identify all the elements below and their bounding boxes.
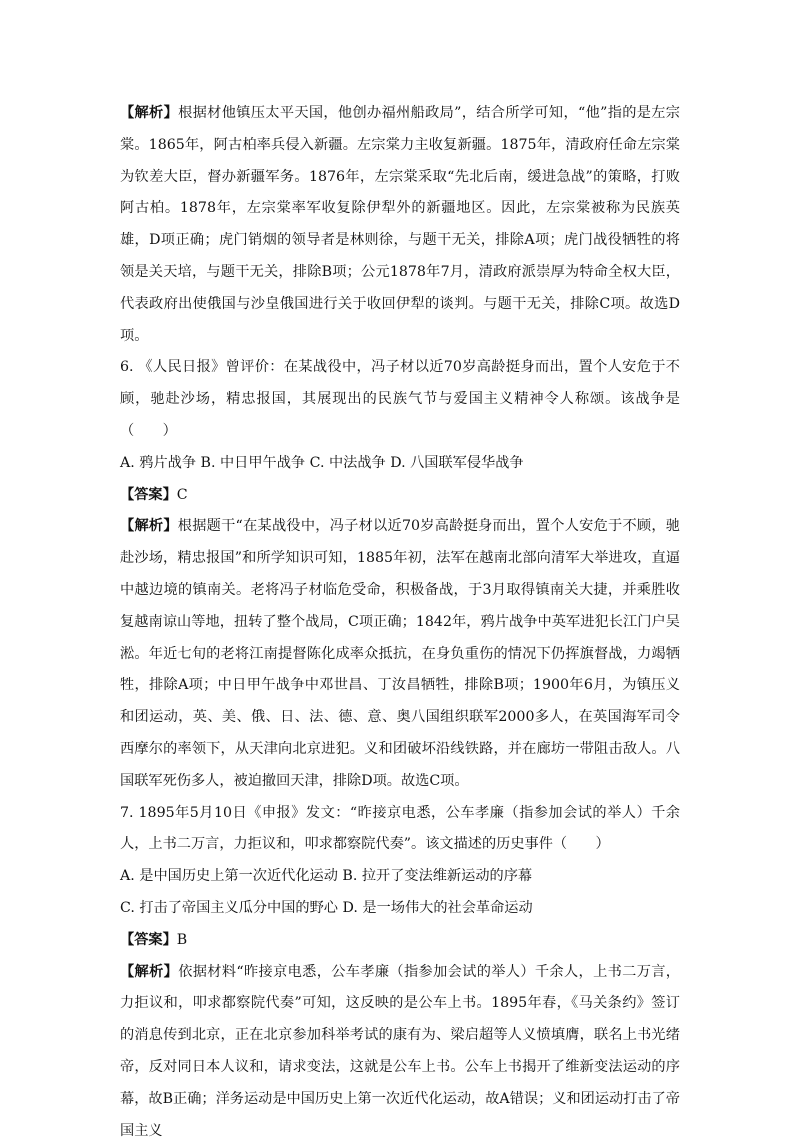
analysis-q5 (120, 98, 680, 352)
analysis-q7 (120, 957, 680, 1147)
analysis-q6 (120, 511, 680, 797)
analysis-text: 依据材料“昨接京电悉，公车孝廉（指参加会试的举人）千余人，上书二万言，力拒议和，叩求都察院代奏”可知，这反映的是公车上书。1895年春，《马关条约》签订的消息传到北京，正在北京参加科举考试的康有为、梁启超等人义愤填膺，联名上书光绪帝，反对同日本人议和，请求变法，这就是公车上书。公车上书揭开了维新变法运动的序幕，故B正确；洋务运动是中国历史上第一次近代化运动，故A错误；义和团运动打击了帝国主义 (120, 963, 680, 1139)
answer-tag: 【答案】 (120, 931, 177, 948)
page-content (120, 98, 680, 1147)
answer-q7 (120, 925, 680, 957)
question-7-options-cd: C. 打击了帝国主义瓜分中国的野心 D. 是一场伟大的社会革命运动 (120, 899, 533, 916)
analysis-tag: 【解析】 (120, 518, 178, 535)
question-7-options-ab: A. 是中国历史上第一次近代化运动 B. 拉开了变法维新运动的序幕 (120, 868, 533, 885)
question-6: 6. 《人民日报》曾评价：在某战役中，冯子材以近70岁高龄挺身而出，置个人安危于不顾，驰赴沙场，精忠报国，其展现出的民族气节与爱国主义精神令人称颂。该战争是（ ） (120, 359, 680, 439)
answer-value: B (176, 931, 188, 948)
analysis-text: 根据材他镇压太平天国，他创办福州船政局”，结合所学可知，“他”指的是左宗棠。1865年，阿古柏率兵侵入新疆。左宗棠力主收复新疆。1875年，清政府任命左宗棠为钦差大臣，督办新疆军务。1876年，左宗棠采取“先北后南，缓进急战”的策略，打败阿古柏。1878年，左宗棠率军收复除伊犁外的新疆地区。因此，左宗棠被称为民族英雄，D项正确；虎门销烟的领导者是林则徐，与题干无关，排除A项；虎门战役牺牲的将领是关天培，与题干无关，排除B项；公元1878年7月，清政府派崇厚为特命全权大臣，代表政府出使俄国与沙皇俄国进行关于收回伊犁的谈判。与题干无关，排除C项。故选D项。 (120, 105, 680, 344)
answer-tag: 【答案】 (120, 486, 177, 503)
question-6-options: A. 鸦片战争 B. 中日甲午战争 C. 中法战争 D. 八国联军侵华战争 (120, 454, 524, 471)
analysis-text: 根据题干“在某战役中，冯子材以近70岁高龄挺身而出，置个人安危于不顾，驰赴沙场，精忠报国”和所学知识可知，1885年初，法军在越南北部向清军大举进攻，直逼中越边境的镇南关。老将冯子材临危受命，积极备战，于3月取得镇南关大捷，并乘胜收复越南谅山等地，扭转了整个战局，C项正确；1842年，鸦片战争中英军进犯长江门户吴淞。年近七旬的老将江南提督陈化成率众抵抗，在身负重伤的情况下仍挥旗督战，力竭牺牲，排除A项；中日甲午战争中邓世昌、丁汝昌牺牲，排除B项；1900年6月，为镇压义和团运动，英、美、俄、日、法、德、意、奥八国组织联军2000多人，在英国海军司令西摩尔的率领下，从天津向北京进犯。义和团破坏沿线铁路，并在廊坊一带阻击敌人。八国联军死伤多人，被迫撤回天津，排除D项。故选C项。 (120, 518, 680, 789)
question-7: 7. 1895年5月10日《申报》发文：“昨接京电悉，公车孝廉（指参加会试的举人）千余人，上书二万言，力拒议和，叩求都察院代奏”。该文描述的历史事件（ ） (120, 804, 680, 853)
analysis-tag: 【解析】 (120, 963, 179, 980)
answer-q6 (120, 480, 680, 512)
answer-value: C (176, 486, 188, 503)
analysis-tag: 【解析】 (120, 105, 179, 121)
